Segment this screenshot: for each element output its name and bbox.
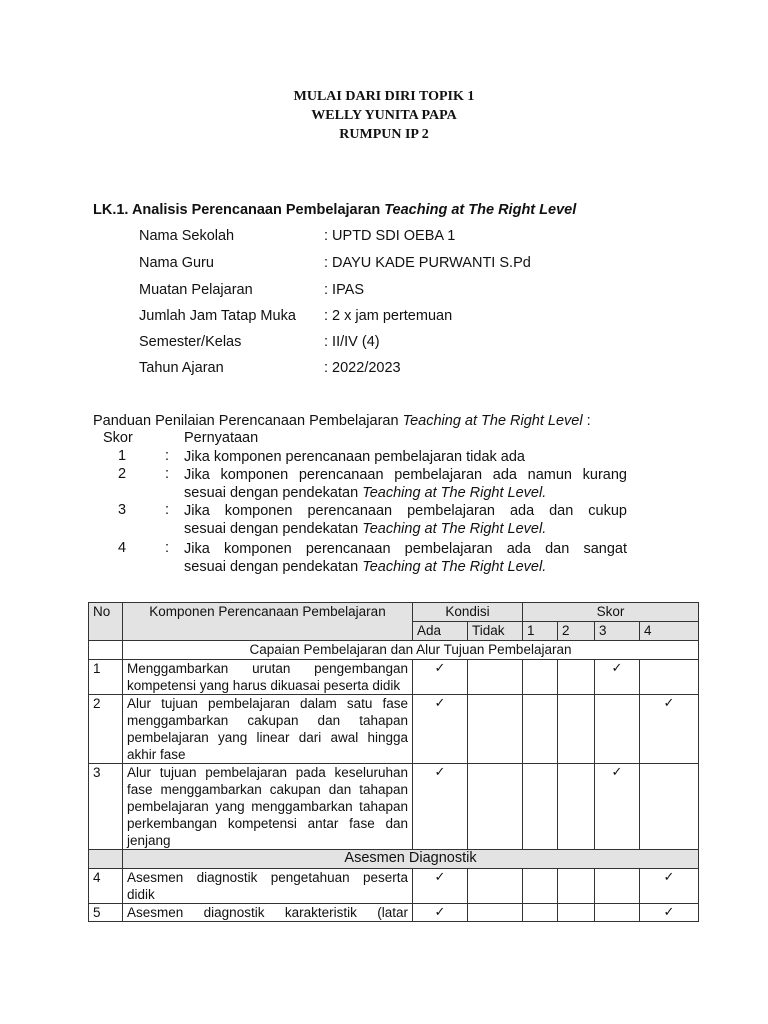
checkmark-icon: ✓ [663, 905, 675, 920]
section-row [89, 641, 699, 660]
section-row [89, 850, 699, 869]
check-cell-tidak [468, 869, 523, 904]
scale-number: 2 [118, 466, 127, 482]
scale-statement-line: Jika komponen perencanaan pembelajaran ada dan sangat [184, 541, 627, 557]
scale-head-pernyataan: Pernyataan [184, 430, 259, 446]
check-cell-skor-1 [523, 869, 558, 904]
table-row [89, 695, 699, 764]
check-cell-skor-3 [595, 695, 640, 764]
check-cell-skor-2 [558, 695, 595, 764]
check-cell-skor-2 [558, 904, 595, 922]
table-row [89, 904, 699, 922]
row-komponen: Alur tujuan pembelajaran dalam satu fase menggambarkan cakupan dan tahapan pembelajaran yang linear dari awal hingga akhir fase [123, 695, 413, 764]
check-cell-skor-4 [640, 660, 699, 695]
check-cell-skor-1 [523, 695, 558, 764]
scale-statement-line: Jika komponen perencanaan pembelajaran ada namun kurang [184, 467, 627, 483]
scale-statement-line: Jika komponen perencanaan pembelajaran ada dan cukup [184, 503, 627, 519]
header-skor: Skor [523, 603, 699, 622]
info-value: : 2 x jam pertemuan [324, 308, 453, 324]
info-value: : IPAS [324, 282, 365, 298]
header-skor-3: 3 [595, 622, 640, 641]
info-label: Nama Sekolah [139, 228, 235, 244]
worksheet-title-italic: Teaching at The Right Level [384, 202, 577, 218]
checkmark-icon: ✓ [611, 661, 623, 676]
scale-statement-italic: Teaching at The Right Level. [362, 559, 547, 575]
checkmark-icon: ✓ [434, 905, 446, 920]
header-komponen: Komponen Perencanaan Pembelajaran [123, 603, 413, 641]
scale-colon: : [165, 448, 170, 464]
row-number: 3 [89, 764, 123, 850]
info-label: Semester/Kelas [139, 334, 242, 350]
check-cell-tidak [468, 695, 523, 764]
info-value: : UPTD SDI OEBA 1 [324, 228, 456, 244]
info-label: Tahun Ajaran [139, 360, 224, 376]
checkmark-icon: ✓ [434, 696, 446, 711]
checkmark-icon: ✓ [434, 765, 446, 780]
header-skor-1: 1 [523, 622, 558, 641]
header-no: No [89, 603, 123, 641]
check-cell-skor-4 [640, 695, 699, 764]
row-komponen: Asesmen diagnostik pengetahuan peserta didik [123, 869, 413, 904]
scale-statement-italic: Teaching at The Right Level. [362, 521, 547, 537]
guide-heading-italic: Teaching at The Right Level [402, 413, 583, 429]
row-number: 2 [89, 695, 123, 764]
scale-colon: : [165, 502, 170, 518]
check-cell-skor-3 [595, 904, 640, 922]
check-cell-ada [413, 904, 468, 922]
info-label: Muatan Pelajaran [139, 282, 253, 298]
table-header-row [89, 603, 699, 622]
info-label: Jumlah Jam Tatap Muka [139, 308, 296, 324]
check-cell-tidak [468, 904, 523, 922]
guide-heading-prefix: Panduan Penilaian Perencanaan Pembelajaran [93, 413, 403, 429]
check-cell-ada [413, 660, 468, 695]
scale-statement-line: sesuai dengan pendekatan [184, 521, 363, 537]
checkmark-icon: ✓ [434, 870, 446, 885]
table-row [89, 660, 699, 695]
check-cell-skor-3 [595, 869, 640, 904]
check-cell-skor-4 [640, 869, 699, 904]
scale-colon: : [165, 540, 170, 556]
check-cell-ada [413, 695, 468, 764]
check-cell-tidak [468, 764, 523, 850]
row-number: 1 [89, 660, 123, 695]
scale-head-skor: Skor [103, 430, 133, 446]
header-kondisi: Kondisi [413, 603, 523, 622]
checkmark-icon: ✓ [663, 696, 675, 711]
check-cell-skor-2 [558, 869, 595, 904]
scale-statement-line: Jika komponen perencanaan pembelajaran tidak ada [184, 449, 525, 465]
scale-colon: : [165, 466, 170, 482]
row-komponen: Alur tujuan pembelajaran pada keseluruhan fase menggambarkan cakupan dan tahapan pembelajaran yang menggambarkan tahapan perkembangan kompetensi antar fase dan jenjang [123, 764, 413, 850]
worksheet-title-prefix: LK.1. Analisis Perencanaan Pembelajaran [93, 202, 385, 218]
check-cell-ada [413, 869, 468, 904]
scale-statement [184, 466, 627, 502]
scale-statement [184, 502, 627, 538]
section-title: Asesmen Diagnostik [123, 850, 699, 869]
scale-statement-line: sesuai dengan pendekatan [184, 485, 363, 501]
section-empty-cell [89, 850, 123, 869]
info-value: : 2022/2023 [324, 360, 401, 376]
row-number: 4 [89, 869, 123, 904]
table-row [89, 869, 699, 904]
check-cell-tidak [468, 660, 523, 695]
header-tidak: Tidak [468, 622, 523, 641]
header-ada: Ada [413, 622, 468, 641]
check-cell-skor-1 [523, 764, 558, 850]
guide-heading [93, 413, 591, 429]
checkmark-icon: ✓ [663, 870, 675, 885]
scale-statement [184, 540, 627, 576]
check-cell-skor-3 [595, 764, 640, 850]
info-value: : DAYU KADE PURWANTI S.Pd [324, 255, 531, 271]
checkmark-icon: ✓ [434, 661, 446, 676]
table-row [89, 764, 699, 850]
check-cell-skor-2 [558, 764, 595, 850]
doc-title-line-3: RUMPUN IP 2 [339, 127, 429, 142]
header-skor-4: 4 [640, 622, 699, 641]
assessment-table [88, 602, 699, 922]
check-cell-skor-3 [595, 660, 640, 695]
section-empty-cell [89, 641, 123, 660]
check-cell-ada [413, 764, 468, 850]
scale-statement [184, 448, 627, 466]
info-label: Nama Guru [139, 255, 214, 271]
doc-title-line-1: MULAI DARI DIRI TOPIK 1 [293, 89, 475, 104]
row-number: 5 [89, 904, 123, 922]
check-cell-skor-2 [558, 660, 595, 695]
check-cell-skor-1 [523, 904, 558, 922]
check-cell-skor-1 [523, 660, 558, 695]
doc-title-line-2: WELLY YUNITA PAPA [311, 108, 457, 123]
scale-number: 3 [118, 502, 127, 518]
header-skor-2: 2 [558, 622, 595, 641]
worksheet-title [93, 202, 576, 218]
check-cell-skor-4 [640, 764, 699, 850]
checkmark-icon: ✓ [611, 765, 623, 780]
scale-number: 1 [118, 448, 127, 464]
info-value: : II/IV (4) [324, 334, 380, 350]
scale-statement-line: sesuai dengan pendekatan [184, 559, 363, 575]
row-komponen: Asesmen diagnostik karakteristik (latar [123, 904, 413, 922]
guide-heading-suffix: : [582, 413, 591, 429]
check-cell-skor-4 [640, 904, 699, 922]
section-title: Capaian Pembelajaran dan Alur Tujuan Pembelajaran [123, 641, 699, 660]
scale-statement-italic: Teaching at The Right Level. [362, 485, 547, 501]
row-komponen: Menggambarkan urutan pengembangan kompetensi yang harus dikuasai peserta didik [123, 660, 413, 695]
scale-number: 4 [118, 540, 127, 556]
